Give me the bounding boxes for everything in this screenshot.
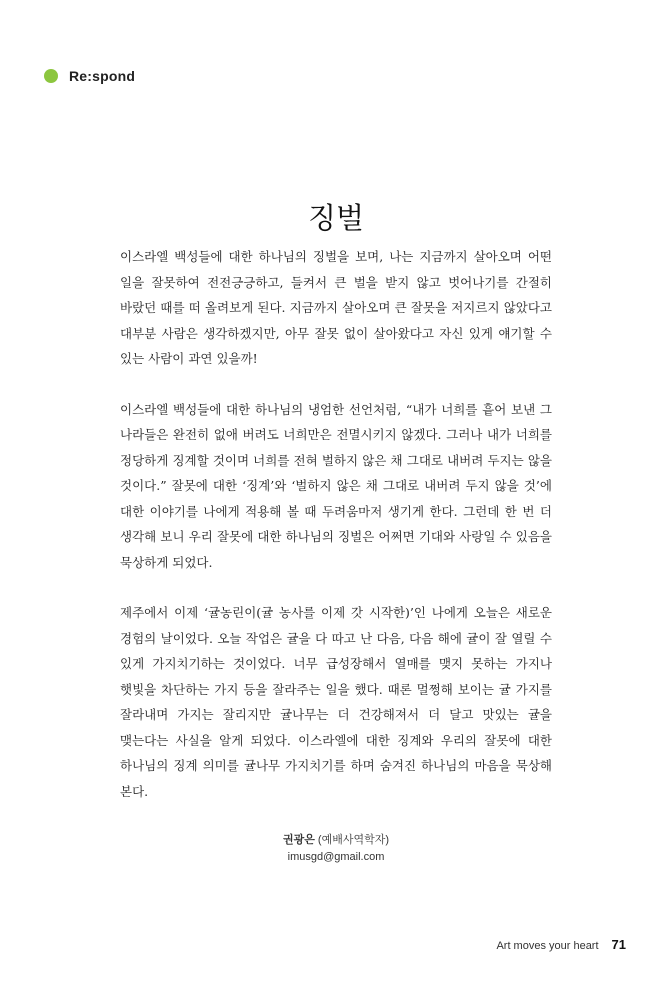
author-name: 권광은 xyxy=(282,834,315,846)
article-title: 징벌 xyxy=(307,201,365,235)
paragraph-1: 이스라엘 백성들에 대한 하나님의 징벌을 보며, 나는 지금까지 살아오며 어떤 일을 잘못하여 전전긍긍하고, 들켜서 큰 벌을 받지 않고 벗어나기를 간절히 바랐던 때를 떠 올려보게 된다. 지금까지 살아오며 큰 잘못을 저지르지 않았다고 대부분 사람은 생각하겠지만, 아무 잘못 없이 살아왔다고 자신 있게 얘기할 수 있는 사람이 과연 있을까! xyxy=(120,249,552,366)
section-tag xyxy=(44,68,135,84)
page-footer xyxy=(496,937,626,952)
section-label: Re:spond xyxy=(69,68,136,84)
paragraph-3: 제주에서 이제 ‘귤농린이(귤 농사를 이제 갓 시작한)’인 나에게 오늘은 새로운 경험의 날이었다. 오늘 작업은 귤을 다 따고 난 다음, 다음 해에 귤이 잘 열릴 수 있게 가지치기하는 것이었다. 너무 급성장해서 열매를 맺지 못하는 가지나 햇빛을 차단하는 가지 등을 잘라주는 일을 했다. 때론 멀쩡해 보이는 귤 가지를 잘라내며 가지는 잘리지만 귤나무는 더 건강해져서 더 달고 맛있는 귤을 맺는다는 사실을 알게 되었다. 이스라엘에 대한 징계와 우리의 잘못에 대한 하나님의 징계 의미를 귤나무 가지치기를 하며 숨겨진 하나님의 마음을 묵상해 본다. xyxy=(120,605,552,799)
page-number: 71 xyxy=(611,937,626,952)
author-credit xyxy=(0,832,672,866)
footer-tagline: Art moves your heart xyxy=(496,940,599,952)
paragraph-2: 이스라엘 백성들에 대한 하나님의 냉엄한 선언처럼, “내가 너희를 흩어 보낸 그 나라들은 완전히 없애 버려도 너희만은 전멸시키지 않겠다. 그러나 내가 너희를 정당하게 징계할 것이며 너희를 전혀 벌하지 않은 채 그대로 내버려 두지는 않을 것이다.” 잘못에 대한 ‘징계’와 ‘벌하지 않은 채 그대로 내버려 두지 않을 것’에 대한 이야기를 나에게 적용해 볼 때 두려움마저 생기게 한다. 그런데 한 번 더 생각해 보니 우리 잘못에 대한 하나님의 징벌은 어쩌면 기대와 사랑일 수 있음을 묵상하게 되었다. xyxy=(120,401,552,570)
article-body xyxy=(120,244,552,829)
author-role: (예배사역학자) xyxy=(317,834,390,846)
author-email: imusgd@gmail.com xyxy=(287,851,385,863)
bullet-dot-icon xyxy=(44,69,58,83)
